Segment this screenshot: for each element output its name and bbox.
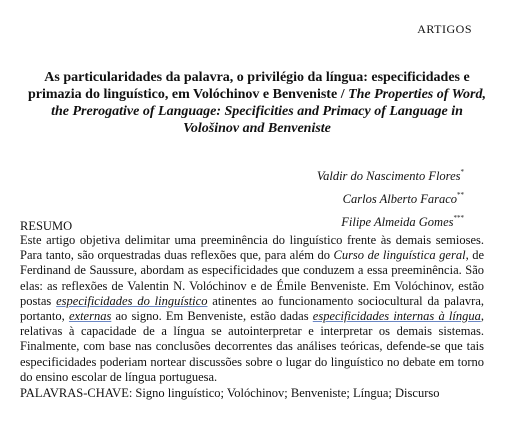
title-portuguese: As particularidades da palavra, o privilégio da língua: especificidades e primazia do linguístico, em Volóchinov e Benveniste: [28, 70, 470, 102]
abstract-italic-highlight: especificidades do linguístico: [56, 293, 208, 308]
author-name: Valdir do Nascimento Flores: [316, 169, 461, 183]
article-title: [22, 69, 492, 137]
author-name: Carlos Alberto Faraco: [342, 192, 457, 206]
author-footnote-mark[interactable]: **: [457, 191, 464, 199]
section-label: ARTIGOS: [417, 22, 472, 36]
abstract-text: Este artigo objetiva delimitar uma preeminência do linguístico frente às demais semioses. Para tanto, são orquestradas duas reflexões que, para além do: [20, 233, 484, 263]
author-1: [317, 163, 464, 186]
title-separator: /: [337, 87, 349, 102]
abstract-italic: Curso de linguística geral: [333, 248, 466, 263]
title-english: The Properties of Word, the Prerogative of Language: Specificities and Primacy of Language in Vološinov and Benveniste: [51, 87, 486, 136]
abstract-text: , relativas à capacidade de a língua se autointerpretar e interpretar os demais sistemas. Finalmente, com base nas conclusões decorrentes das análises teóricas, defende-se que tais especificidades poderiam nortear discussões sobre o lugar do linguístico no debate em torno do ensino escolar de língua portuguesa.: [20, 309, 484, 384]
author-footnote-mark[interactable]: *: [460, 168, 464, 176]
abstract-italic-highlight: externas: [68, 309, 112, 324]
keywords-line: PALAVRAS-CHAVE: Signo linguístico; Volóchinov; Benveniste; Língua; Discurso: [20, 386, 440, 400]
author-name: Filipe Almeida Gomes: [341, 215, 454, 229]
author-2: [317, 186, 464, 209]
author-3: [317, 209, 464, 232]
abstract-italic-highlight: especificidades internas à língua: [312, 309, 481, 324]
author-list: [317, 163, 464, 232]
abstract-text: , de Ferdinand de Saussure, abordam as especificidades que conduzem a essa preeminência. São elas: as reflexões de Valentin N. Volóchinov e de Émile Benveniste. Em Volóchinov, estão postas: [20, 248, 484, 308]
abstract-body: [20, 233, 484, 385]
abstract-text: atinentes ao funcionamento sociocultural da palavra, portanto,: [20, 293, 485, 324]
author-footnote-mark[interactable]: ***: [453, 214, 464, 222]
abstract-text: ao signo. Em Benveniste, estão dadas: [111, 309, 313, 324]
abstract-heading: RESUMO: [20, 219, 73, 233]
